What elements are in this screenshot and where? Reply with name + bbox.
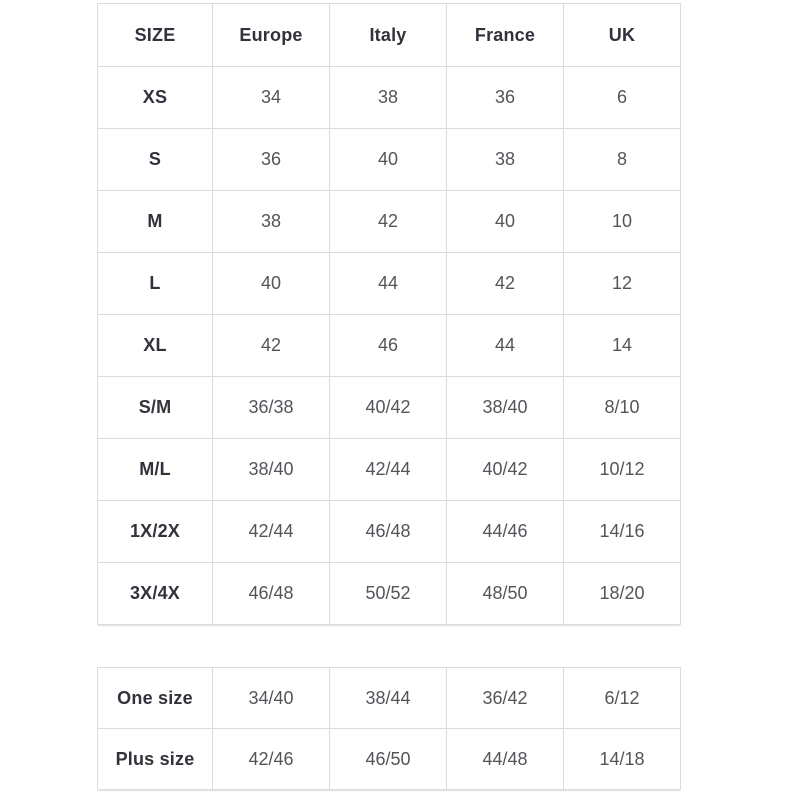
- size-value-cell: 34/40: [213, 668, 330, 729]
- size-value-cell: 38/44: [330, 668, 447, 729]
- size-label-cell: 1X/2X: [98, 501, 213, 563]
- size-label-cell: 3X/4X: [98, 563, 213, 625]
- size-value-cell: 6: [564, 67, 681, 129]
- table-row-one-size: [98, 668, 681, 729]
- size-value-cell: 38: [213, 191, 330, 253]
- size-value-cell: 50/52: [330, 563, 447, 625]
- size-label-cell: S/M: [98, 377, 213, 439]
- size-value-cell: 42/44: [213, 501, 330, 563]
- size-value-cell: 12: [564, 253, 681, 315]
- size-value-cell: 40: [330, 129, 447, 191]
- size-label-cell: M/L: [98, 439, 213, 501]
- table-row-xl: [98, 315, 681, 377]
- column-header-italy: Italy: [330, 4, 447, 67]
- size-label-cell: L: [98, 253, 213, 315]
- size-label-cell: One size: [98, 668, 213, 729]
- size-label-cell: XL: [98, 315, 213, 377]
- size-value-cell: 38/40: [213, 439, 330, 501]
- size-value-cell: 10/12: [564, 439, 681, 501]
- size-value-cell: 46/48: [213, 563, 330, 625]
- size-label-cell: Plus size: [98, 729, 213, 790]
- size-value-cell: 44/48: [447, 729, 564, 790]
- size-value-cell: 42: [213, 315, 330, 377]
- size-value-cell: 8/10: [564, 377, 681, 439]
- size-value-cell: 40: [213, 253, 330, 315]
- size-value-cell: 14: [564, 315, 681, 377]
- table-row-m-l: [98, 439, 681, 501]
- size-value-cell: 36/42: [447, 668, 564, 729]
- table-row-3x-4x: [98, 563, 681, 625]
- special-sizes-table: [97, 667, 681, 790]
- size-value-cell: 38: [330, 67, 447, 129]
- size-value-cell: 34: [213, 67, 330, 129]
- size-value-cell: 38: [447, 129, 564, 191]
- size-label-cell: S: [98, 129, 213, 191]
- table-row-l: [98, 253, 681, 315]
- size-value-cell: 8: [564, 129, 681, 191]
- size-label-cell: XS: [98, 67, 213, 129]
- size-value-cell: 46: [330, 315, 447, 377]
- size-value-cell: 44: [447, 315, 564, 377]
- header-row: [98, 4, 681, 67]
- size-conversion-table: [97, 3, 681, 625]
- size-value-cell: 40/42: [447, 439, 564, 501]
- table-row-1x-2x: [98, 501, 681, 563]
- size-value-cell: 42/44: [330, 439, 447, 501]
- size-value-cell: 36: [213, 129, 330, 191]
- size-value-cell: 14/18: [564, 729, 681, 790]
- size-value-cell: 44: [330, 253, 447, 315]
- column-header-uk: UK: [564, 4, 681, 67]
- size-value-cell: 14/16: [564, 501, 681, 563]
- size-value-cell: 40: [447, 191, 564, 253]
- table-row-m: [98, 191, 681, 253]
- column-header-size: SIZE: [98, 4, 213, 67]
- table-row-plus-size: [98, 729, 681, 790]
- table-row-xs: [98, 67, 681, 129]
- size-value-cell: 46/50: [330, 729, 447, 790]
- column-header-france: France: [447, 4, 564, 67]
- size-value-cell: 6/12: [564, 668, 681, 729]
- size-value-cell: 46/48: [330, 501, 447, 563]
- size-value-cell: 38/40: [447, 377, 564, 439]
- size-value-cell: 48/50: [447, 563, 564, 625]
- table-row-s: [98, 129, 681, 191]
- size-value-cell: 42: [330, 191, 447, 253]
- size-value-cell: 44/46: [447, 501, 564, 563]
- size-value-cell: 10: [564, 191, 681, 253]
- size-value-cell: 18/20: [564, 563, 681, 625]
- size-value-cell: 36/38: [213, 377, 330, 439]
- size-value-cell: 42/46: [213, 729, 330, 790]
- column-header-europe: Europe: [213, 4, 330, 67]
- size-value-cell: 36: [447, 67, 564, 129]
- size-label-cell: M: [98, 191, 213, 253]
- size-value-cell: 42: [447, 253, 564, 315]
- table-row-s-m: [98, 377, 681, 439]
- size-value-cell: 40/42: [330, 377, 447, 439]
